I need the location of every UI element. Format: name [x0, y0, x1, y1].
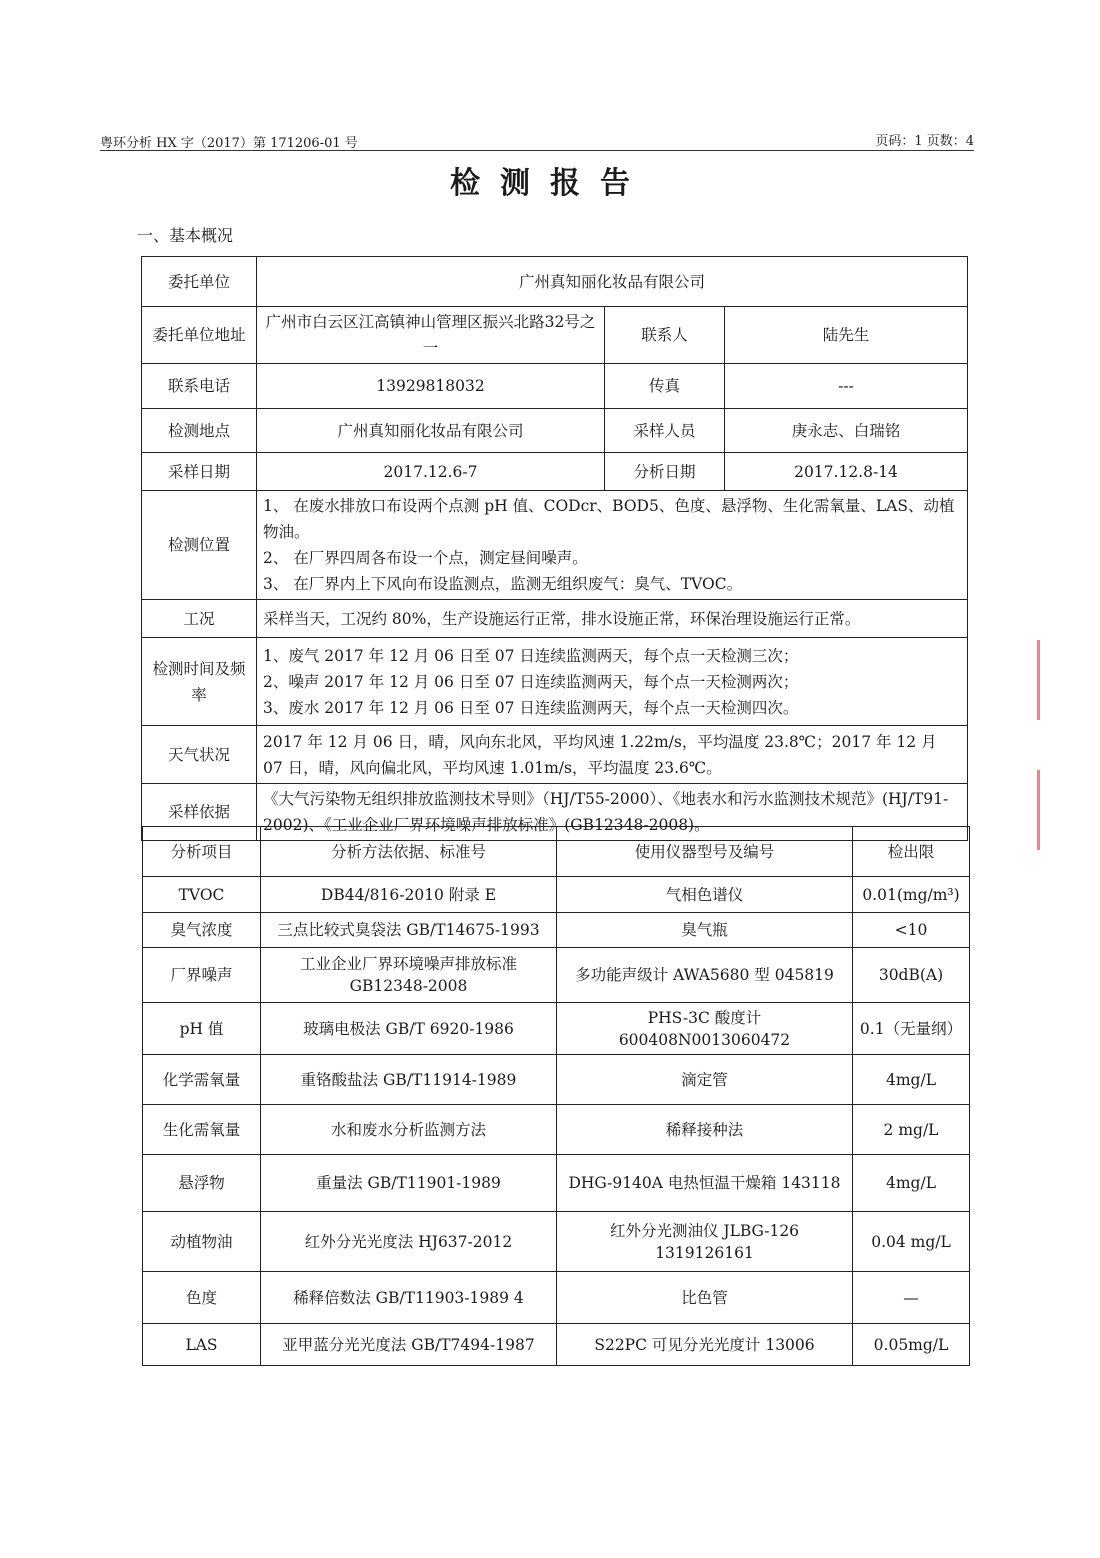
analysis-date-value: 2017.12.8-14 — [725, 453, 968, 491]
analysis-instrument: 稀释接种法 — [557, 1105, 853, 1155]
location-line: 2、 在厂界四周各布设一个点，测定昼间噪声。 — [263, 549, 588, 567]
stamp-edge-mark — [1017, 640, 1040, 720]
analysis-method: 亚甲蓝分光光度法 GB/T7494-1987 — [261, 1324, 557, 1366]
table-row — [143, 1324, 970, 1366]
table-row — [142, 638, 968, 726]
site-value: 广州真知丽化妆品有限公司 — [257, 409, 605, 453]
frequency-line: 1、废气 2017 年 12 月 06 日至 07 日连续监测两天，每个点一天检测三次； — [263, 646, 799, 665]
condition-label: 工况 — [142, 600, 257, 638]
analysis-method: 重量法 GB/T11901-1989 — [261, 1155, 557, 1212]
analysis-instrument: PHS-3C 酸度计 600408N0013060472 — [557, 1003, 853, 1055]
analysis-item: 动植物油 — [143, 1212, 261, 1272]
analysis-table — [142, 826, 970, 1366]
table-row — [143, 1155, 970, 1212]
table-row — [143, 913, 970, 948]
analysis-item: LAS — [143, 1324, 261, 1366]
analysis-instrument: 臭气瓶 — [557, 913, 853, 948]
table-row — [143, 1003, 970, 1055]
analysis-method: 玻璃电极法 GB/T 6920-1986 — [261, 1003, 557, 1055]
analysis-method: 重铬酸盐法 GB/T11914-1989 — [261, 1055, 557, 1105]
analysis-instrument: 红外分光测油仪 JLBG-126 1319126161 — [557, 1212, 853, 1272]
analysis-limit: 30dB(A) — [853, 948, 970, 1003]
table-row — [142, 364, 968, 409]
table-row — [142, 726, 968, 784]
analysis-date-label: 分析日期 — [605, 453, 725, 491]
table-row — [142, 491, 968, 600]
table-row — [142, 600, 968, 638]
table-row — [142, 257, 968, 307]
table-row — [143, 1212, 970, 1272]
contact-label: 联系人 — [605, 307, 725, 364]
analysis-limit: 0.05mg/L — [853, 1324, 970, 1366]
document-title: 检测报告 — [450, 166, 650, 201]
analysis-item: 色度 — [143, 1272, 261, 1324]
analysis-method: 红外分光光度法 HJ637-2012 — [261, 1212, 557, 1272]
table-row — [143, 1055, 970, 1105]
phone-label: 联系电话 — [142, 364, 257, 409]
fax-value: --- — [725, 364, 968, 409]
address-value: 广州市白云区江高镇神山管理区振兴北路32号之一 — [257, 307, 605, 364]
sample-date-label: 采样日期 — [142, 453, 257, 491]
location-label: 检测位置 — [142, 491, 257, 600]
fax-label: 传真 — [605, 364, 725, 409]
client-label: 委托单位 — [142, 257, 257, 307]
sampler-value: 庚永志、白瑞铭 — [725, 409, 968, 453]
frequency-line: 3、废水 2017 年 12 月 06 日至 07 日连续监测两天，每个点一天检测四次。 — [263, 698, 799, 717]
frequency-label: 检测时间及频率 — [142, 638, 257, 726]
column-header: 分析方法依据、标准号 — [261, 827, 557, 877]
analysis-instrument: 滴定管 — [557, 1055, 853, 1105]
analysis-limit: 4mg/L — [853, 1055, 970, 1105]
analysis-limit: <10 — [853, 913, 970, 948]
table-row — [143, 948, 970, 1003]
analysis-limit: 4mg/L — [853, 1155, 970, 1212]
column-header: 分析项目 — [143, 827, 261, 877]
location-line: 3、 在厂界内上下风向布设监测点，监测无组织废气：臭气、TVOC。 — [263, 575, 743, 593]
table-row — [142, 307, 968, 364]
analysis-item: 化学需氧量 — [143, 1055, 261, 1105]
stamp-edge-mark — [1017, 770, 1040, 850]
analysis-instrument: DHG-9140A 电热恒温干燥箱 143118 — [557, 1155, 853, 1212]
table-row — [143, 1105, 970, 1155]
report-number: 粤环分析 HX 字（2017）第 171206-01 号 — [100, 136, 358, 151]
basic-info-table — [141, 256, 968, 841]
basis-label: 采样依据 — [142, 784, 257, 841]
analysis-limit: — — [853, 1272, 970, 1324]
analysis-method: DB44/816-2010 附录 E — [261, 877, 557, 913]
table-row — [142, 453, 968, 491]
analysis-instrument: 多功能声级计 AWA5680 型 045819 — [557, 948, 853, 1003]
analysis-method: 三点比较式臭袋法 GB/T14675-1993 — [261, 913, 557, 948]
table-row — [143, 1272, 970, 1324]
page-info: 页码：1 页数：4 — [875, 134, 974, 149]
table-row — [142, 409, 968, 453]
analysis-instrument: 气相色谱仪 — [557, 877, 853, 913]
client-value: 广州真知丽化妆品有限公司 — [257, 257, 968, 307]
analysis-method: 工业企业厂界环境噪声排放标准 GB12348-2008 — [261, 948, 557, 1003]
analysis-method: 水和废水分析监测方法 — [261, 1105, 557, 1155]
analysis-limit: 0.04 mg/L — [853, 1212, 970, 1272]
frequency-line: 2、噪声 2017 年 12 月 06 日至 07 日连续监测两天，每个点一天检测两次； — [263, 672, 799, 691]
analysis-item: pH 值 — [143, 1003, 261, 1055]
table-header-row — [143, 827, 970, 877]
page-header — [100, 128, 974, 151]
frequency-value — [257, 638, 968, 726]
contact-value: 陆先生 — [725, 307, 968, 364]
analysis-item: 臭气浓度 — [143, 913, 261, 948]
phone-value: 13929818032 — [257, 364, 605, 409]
table-row — [143, 877, 970, 913]
analysis-instrument: S22PC 可见分光光度计 13006 — [557, 1324, 853, 1366]
location-line: 1、 在废水排放口布设两个点测 pH 值、CODcr、BOD5、色度、悬浮物、生化需氧量、LAS、动植物油。 — [263, 497, 955, 541]
section-title: 一、基本概况 — [137, 226, 234, 245]
analysis-limit: 0.01(mg/m³) — [853, 877, 970, 913]
analysis-item: TVOC — [143, 877, 261, 913]
analysis-item: 悬浮物 — [143, 1155, 261, 1212]
analysis-limit: 0.1（无量纲） — [853, 1003, 970, 1055]
condition-value: 采样当天，工况约 80%，生产设施运行正常，排水设施正常，环保治理设施运行正常。 — [257, 600, 968, 638]
analysis-instrument: 比色管 — [557, 1272, 853, 1324]
analysis-limit: 2 mg/L — [853, 1105, 970, 1155]
weather-label: 天气状况 — [142, 726, 257, 784]
analysis-item: 生化需氧量 — [143, 1105, 261, 1155]
analysis-item: 厂界噪声 — [143, 948, 261, 1003]
basis-value: 《大气污染物无组织排放监测技术导则》（HJ/T55-2000）、《地表水和污水监测技术规范》(HJ/T91-2002)、《工业企业厂界环境噪声排放标准》(GB12348-2008)。 — [257, 784, 968, 841]
address-label: 委托单位地址 — [142, 307, 257, 364]
weather-value: 2017 年 12 月 06 日，晴，风向东北风，平均风速 1.22m/s，平均温度 23.8℃；2017 年 12 月 07 日，晴，风向偏北风，平均风速 1.01m/s，平均温度 23.6℃。 — [257, 726, 968, 784]
site-label: 检测地点 — [142, 409, 257, 453]
sampler-label: 采样人员 — [605, 409, 725, 453]
sample-date-value: 2017.12.6-7 — [257, 453, 605, 491]
column-header: 检出限 — [853, 827, 970, 877]
analysis-method: 稀释倍数法 GB/T11903-1989 4 — [261, 1272, 557, 1324]
location-value — [257, 491, 968, 600]
column-header: 使用仪器型号及编号 — [557, 827, 853, 877]
